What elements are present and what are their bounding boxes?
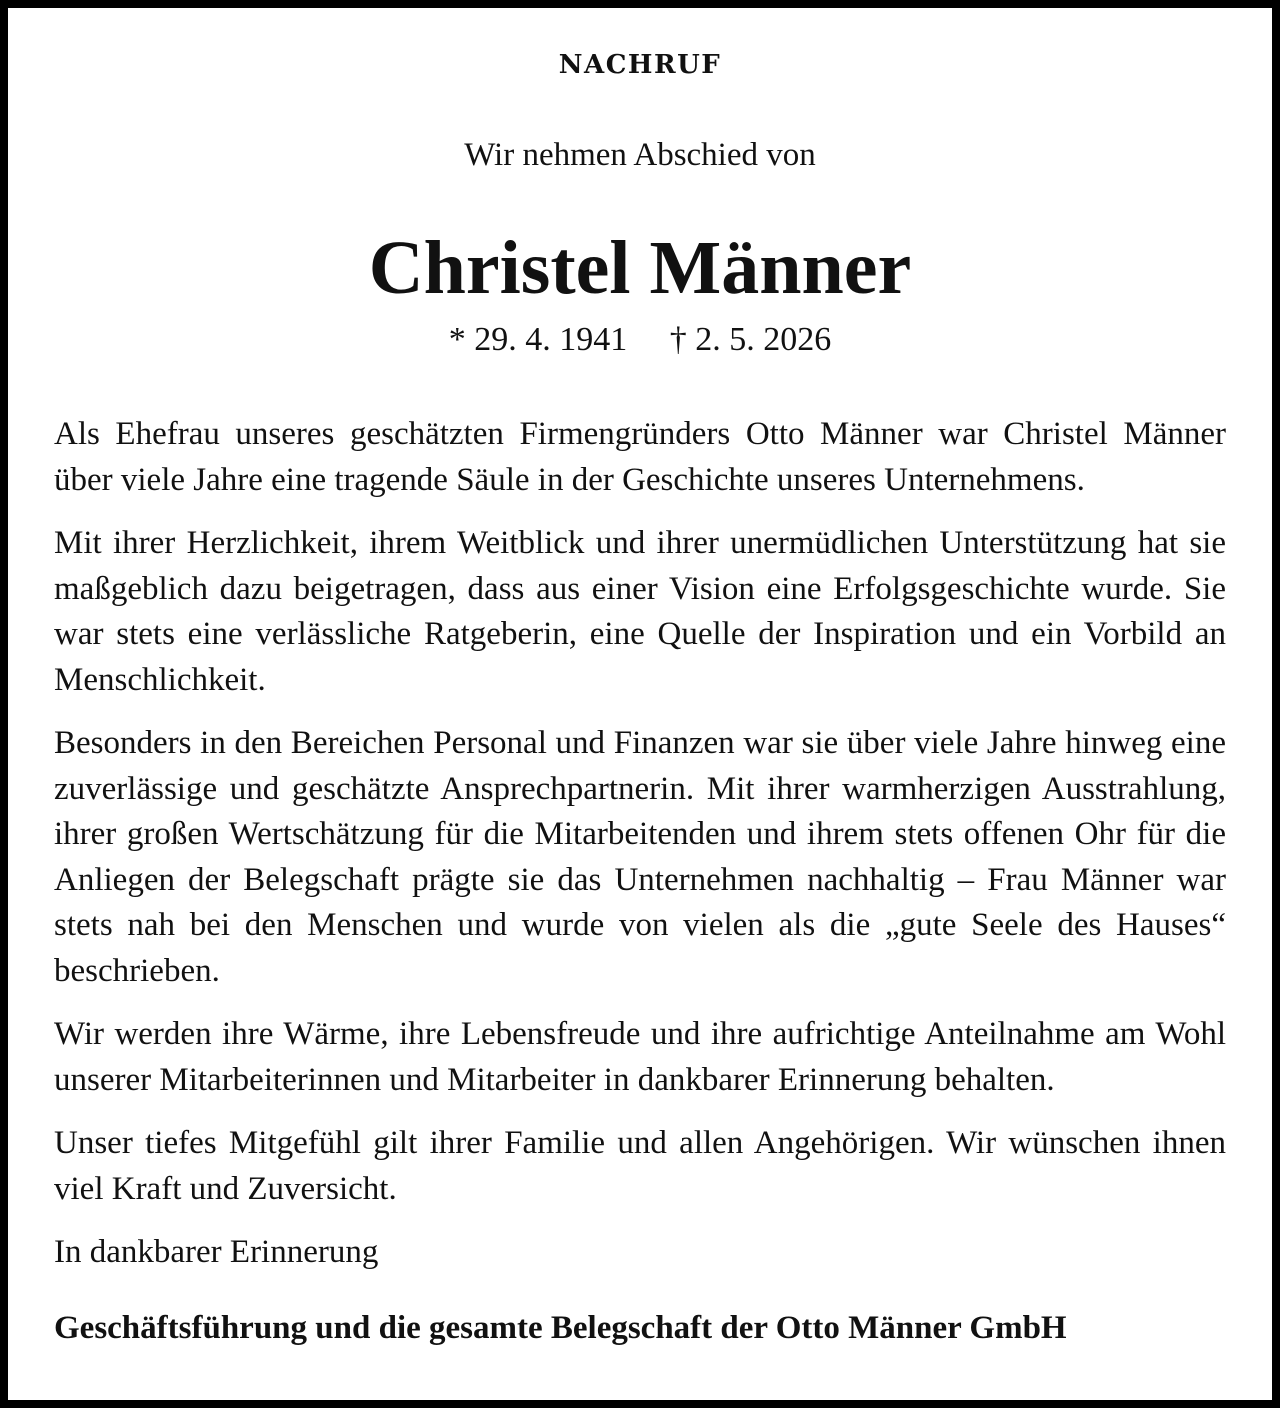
obituary-body <box>54 412 1226 1351</box>
closing-line: In dankbarer Erinnerung <box>54 1234 379 1270</box>
death-date: † 2. 5. 2026 <box>669 321 832 358</box>
paragraph-5: Unser tiefes Mitgefühl gilt ihrer Familie und allen Angehörigen. Wir wünschen ihnen viel Kraft und Zuversicht. <box>54 1125 1226 1207</box>
paragraph-1: Als Ehefrau unseres geschätzten Firmengründers Otto Männer war Christel Männer über viele Jahre eine tragende Säule in der Geschichte unseres Unternehmens. <box>54 416 1226 498</box>
obituary-heading: NACHRUF <box>558 50 722 80</box>
birth-date: * 29. 4. 1941 <box>448 321 628 358</box>
paragraph-3: Besonders in den Bereichen Personal und Finanzen war sie über viele Jahre hinweg eine zuverlässige und geschätzte Ansprechpartnerin. Mit ihrer warmherzigen Ausstrahlung, ihrer großen Wertschätzung für die Mitarbeitenden und ihrem stets offenen Ohr für die Anliegen der Belegschaft prägte sie das Unternehmen nachhaltig – Frau Männer war stets nah bei den Menschen und wurde von vielen als die „gute Seele des Hauses“ beschrieben. <box>54 725 1226 989</box>
deceased-name: Christel Männer <box>368 226 912 310</box>
life-dates <box>54 321 1226 359</box>
signature-line: Geschäftsführung und die gesamte Belegschaft der Otto Männer GmbH <box>54 1309 1067 1346</box>
intro-line: Wir nehmen Abschied von <box>464 137 816 173</box>
paragraph-2: Mit ihrer Herzlichkeit, ihrem Weitblick und ihrer unermüdlichen Unterstützung hat sie maßgeblich dazu beigetragen, dass aus einer Vision eine Erfolgsgeschichte wurde. Sie war stets eine verlässliche Ratgeberin, eine Quelle der Inspiration und ein Vorbild an Menschlichkeit. <box>54 525 1226 698</box>
paragraph-4: Wir werden ihre Wärme, ihre Lebensfreude und ihre aufrichtige Anteilnahme am Wohl unserer Mitarbeiterinnen und Mitarbeiter in dankbarer Erinnerung behalten. <box>54 1016 1226 1098</box>
